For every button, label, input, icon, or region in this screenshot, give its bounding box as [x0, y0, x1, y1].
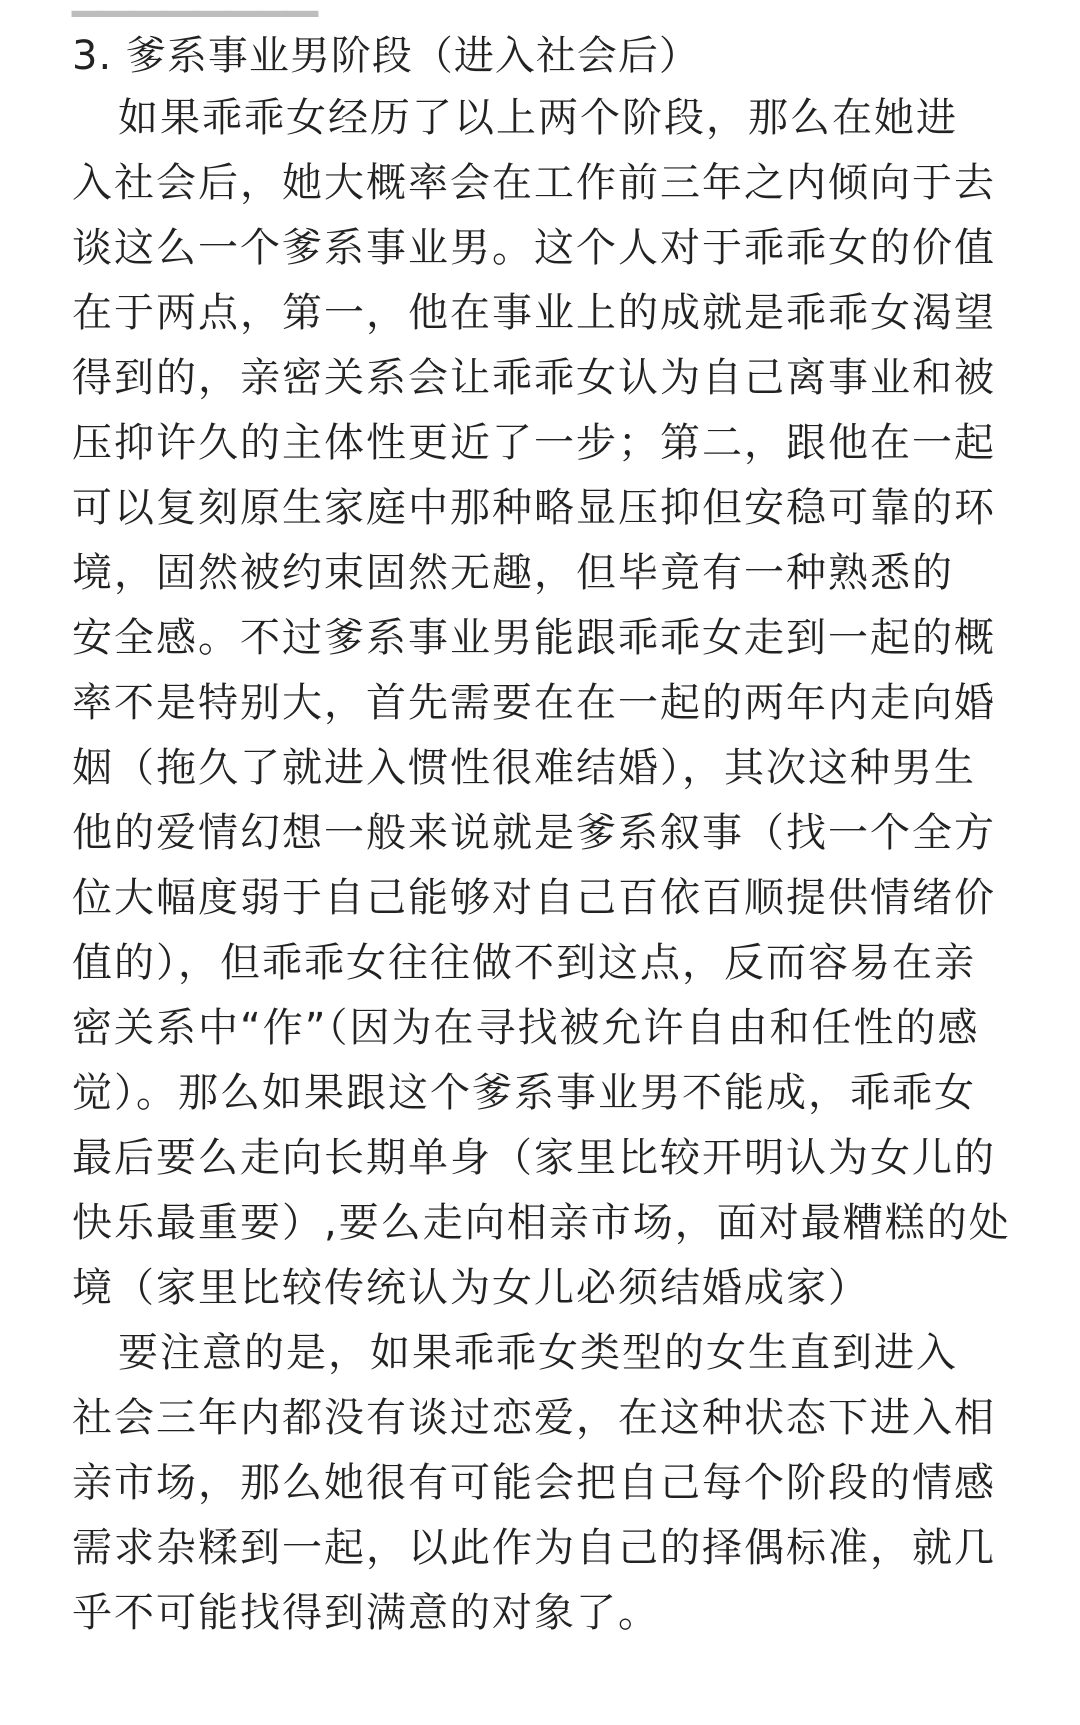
paragraph-line: 乎不可能找得到满意的对象了。 — [72, 1590, 660, 1636]
paragraph-line: 如果乖乖女经历了以上两个阶段，那么在她进 — [118, 95, 958, 141]
article-body — [72, 30, 1012, 1646]
paragraph-line: 可以复刻原生家庭中那种略显压抑但安稳可靠的环 — [72, 485, 996, 531]
paragraph-line: 最后要么走向长期单身（家里比较开明认为女儿的 — [72, 1135, 996, 1181]
paragraph-line: 谈这么一个爹系事业男。这个人对于乖乖女的价值 — [72, 225, 996, 271]
paragraph-line: 境，固然被约束固然无趣，但毕竟有一种熟悉的 — [72, 550, 954, 596]
paragraph-line: 位大幅度弱于自己能够对自己百依百顺提供情绪价 — [72, 875, 996, 921]
paragraph-line: 他的爱情幻想一般来说就是爹系叙事（找一个全方 — [72, 810, 996, 856]
section-heading: 3. 爹系事业男阶段（进入社会后） — [72, 33, 700, 79]
paragraph-line: 得到的，亲密关系会让乖乖女认为自己离事业和被 — [72, 355, 996, 401]
paragraph-2 — [72, 1321, 1012, 1646]
cut-off-previous-line — [72, 0, 318, 14]
paragraph-line: 安全感。不过爹系事业男能跟乖乖女走到一起的概 — [72, 615, 996, 661]
paragraph-line: 入社会后，她大概率会在工作前三年之内倾向于去 — [72, 160, 996, 206]
paragraph-line: 率不是特别大，首先需要在在一起的两年内走向婚 — [72, 680, 996, 726]
paragraph-line: 值的），但乖乖女往往做不到这点，反而容易在亲 — [72, 940, 976, 986]
paragraph-line: 觉）。那么如果跟这个爹系事业男不能成，乖乖女 — [72, 1070, 976, 1116]
paragraph-1 — [72, 86, 1012, 1321]
paragraph-line: 快乐最重要）,要么走向相亲市场，面对最糟糕的处 — [72, 1200, 1011, 1246]
paragraph-line: 社会三年内都没有谈过恋爱，在这种状态下进入相 — [72, 1395, 996, 1441]
paragraph-line: 亲市场，那么她很有可能会把自己每个阶段的情感 — [72, 1460, 996, 1506]
paragraph-line: 要注意的是，如果乖乖女类型的女生直到进入 — [118, 1330, 958, 1376]
paragraph-line: 压抑许久的主体性更近了一步；第二，跟他在一起 — [72, 420, 996, 466]
paragraph-line: 密关系中“作”（因为在寻找被允许自由和任性的感 — [72, 1005, 980, 1051]
paragraph-line: 需求杂糅到一起，以此作为自己的择偶标准，就几 — [72, 1525, 996, 1571]
paragraph-line: 境（家里比较传统认为女儿必须结婚成家） — [72, 1265, 870, 1311]
paragraph-line: 姻（拖久了就进入惯性很难结婚），其次这种男生 — [72, 745, 976, 791]
paragraph-line: 在于两点，第一，他在事业上的成就是乖乖女渴望 — [72, 290, 996, 336]
